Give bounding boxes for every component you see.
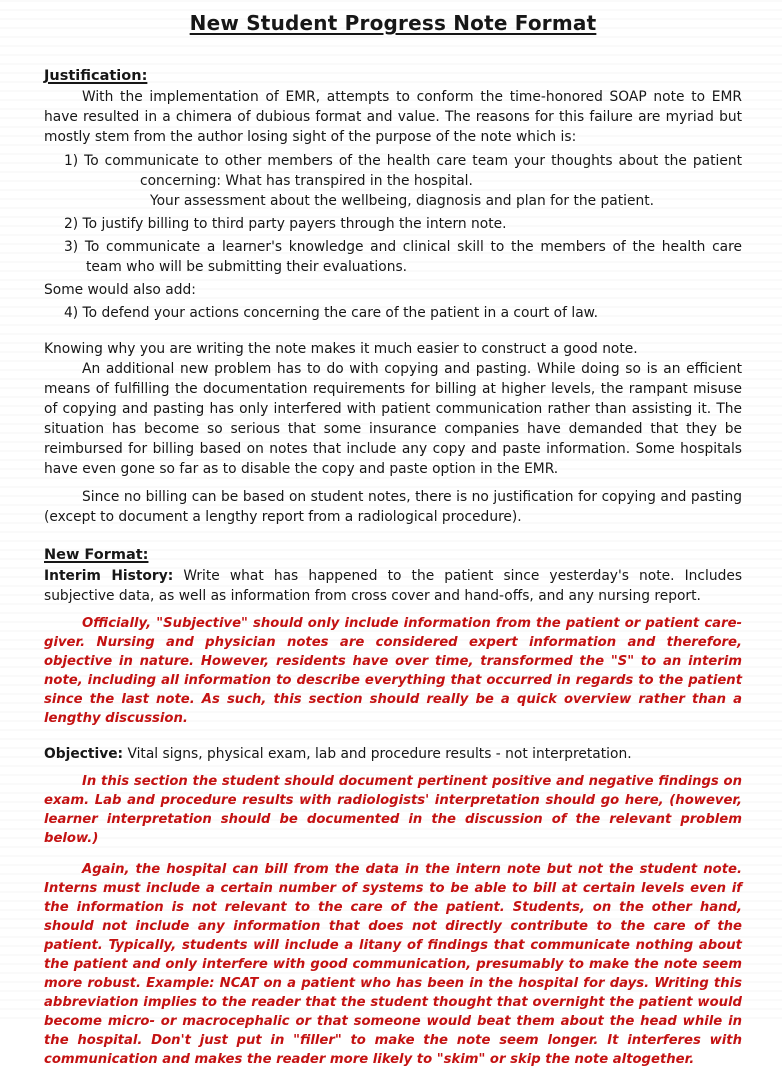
justification-section [44,66,742,527]
new-format-section [44,545,742,1069]
addendum-label: Some would also add: [44,282,196,298]
paragraph-knowing-why: Knowing why you are writing the note makes it much easier to construct a good note. [44,341,638,357]
subjective-note: Officially, "Subjective" should only include information from the patient or patient care-giver. Nursing and physician notes are considered expert information and therefore, objective in nature. However, residents have over time, transformed the "S" to an interim note, including all information to describe everything that occurred in regards to the patient since the last note. As such, this section should really be a quick overview rather than a lengthy discussion. [44,616,742,726]
objective-text: Vital signs, physical exam, lab and procedure results - not interpretation. [127,746,632,762]
interim-history-text: Write what has happened to the patient since yesterday's note. Includes subjective data, as well as information from cross cover and hand-offs, and any nursing report. [44,568,743,604]
list-item-1-continuation: concerning: What has transpired in the hospital. [140,173,473,189]
page-title: New Student Progress Note Format [189,11,597,35]
objective-paragraph [44,744,742,764]
objective-note-1: In this section the student should document pertinent positive and negative findings on exam. Lab and procedure results with radiologists' interpretation should go here, (however, learner interpretation should be documented in the discussion of the relevant problem below.) [44,774,742,846]
paragraph-student-billing: Since no billing can be based on student notes, there is no justification for copying and pasting (except to document a lengthy report from a radiological procedure). [44,489,742,525]
list-item-1-continuation: Your assessment about the wellbeing, diagnosis and plan for the patient. [150,193,654,209]
purpose-list [44,151,742,277]
objective-note-2: Again, the hospital can bill from the data in the intern note but not the student note. Interns must include a certain number of systems to be able to bill at certain levels even if the information is not relevant to the care of the patient. Students, on the other hand, should not include any information that does not directly contribute to the care of the patient. Typically, students will include a litany of findings that communicate nothing about the patient and only interfere with good communication, presumably to make the note seem more robust. Example: NCAT on a patient who has been in the hospital for days. Writing this abbreviation implies to the reader that the student thought that overnight the patient would become micro- or macrocephalic or that someone would beat them about the head while in the hospital. Don't just put in "filler" to make the note seem longer. It interferes with communication and makes the reader more likely to "skim" or skip the note altogether. [44,862,742,1067]
objective-label: Objective: [44,746,124,762]
justification-heading: Justification: [44,68,148,84]
interim-history-paragraph [44,566,742,606]
list-item-3: 3) To communicate a learner's knowledge and clinical skill to the members of the health care team who will be submitting their evaluations. [64,239,742,275]
new-format-heading: New Format: [44,547,149,563]
paragraph-copy-paste: An additional new problem has to do with copying and pasting. While doing so is an efficient means of fulfilling the documentation requirements for billing at higher levels, the rampant misuse of copying and pasting has only interfered with patient communication rather than assisting it. The situation has become so serious that some insurance companies have demanded that they be reimbursed for billing based on notes that include any copy and paste information. Some hospitals have even gone so far as to disable the copy and paste option in the EMR. [44,361,742,477]
interim-history-label: Interim History: [44,568,174,584]
list-item-1: 1) To communicate to other members of the health care team your thoughts about the patient [64,153,742,169]
list-item-4: 4) To defend your actions concerning the care of the patient in a court of law. [64,305,599,321]
justification-intro: With the implementation of EMR, attempts to conform the time-honored SOAP note to EMR have resulted in a chimera of dubious format and value. The reasons for this failure are myriad but mostly stem from the author losing sight of the purpose of the note which is: [44,89,742,145]
list-item-2: 2) To justify billing to third party payers through the intern note. [64,216,507,232]
